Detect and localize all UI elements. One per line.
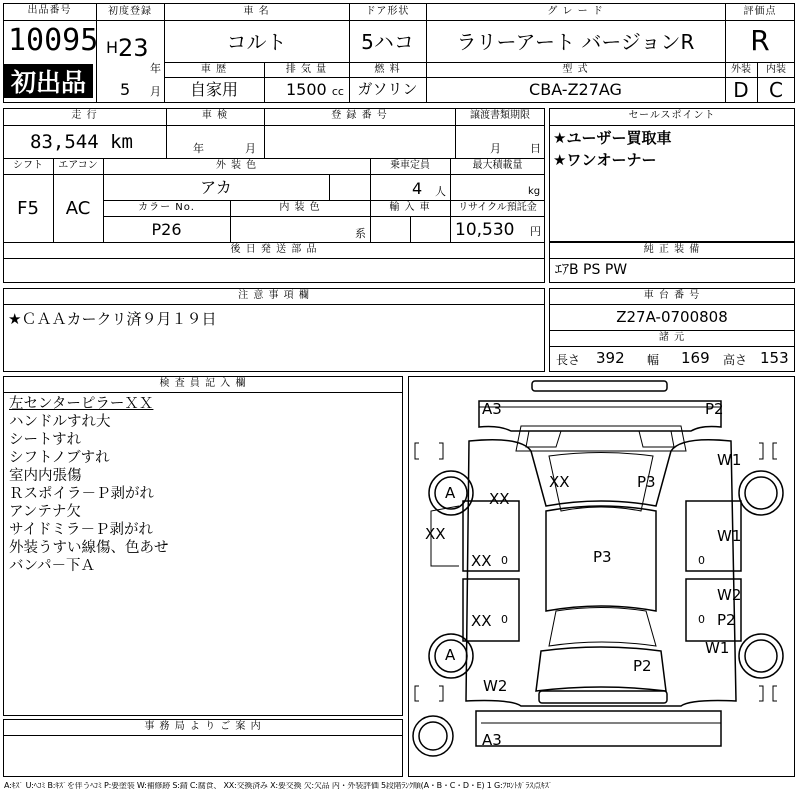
mark-p2-door-rr: P2: [717, 611, 736, 629]
reg-number-label: 登 録 番 号: [331, 110, 388, 121]
shift: F5: [17, 198, 39, 219]
mark-xx-side: XX: [425, 525, 446, 543]
inspection-year-unit: 年: [193, 142, 204, 155]
equipment-value: ｴｱB PS PW: [555, 262, 628, 278]
equipment-label: 純 正 装 備: [643, 244, 701, 255]
height-value: 153: [760, 349, 789, 367]
width-label: 幅: [647, 353, 660, 367]
history: 自家用: [189, 80, 238, 99]
mark-p2-front: P2: [633, 657, 652, 675]
mark-w1-rear-right: W1: [705, 639, 730, 657]
int-color-label: 内 装 色: [279, 202, 321, 213]
notes-text: ★ＣＡＡカークリ済９月１９日: [8, 310, 217, 328]
ac-label: エアコン: [58, 160, 98, 171]
mark-xx-fender-left: XX: [489, 490, 510, 508]
capacity: 4: [412, 179, 423, 198]
exterior-score-label: 外装: [731, 64, 751, 75]
fuel: ガソリン: [357, 80, 418, 98]
int-color-unit: 系: [355, 227, 366, 240]
mark-a3-bottom: A3: [482, 731, 502, 749]
sales-point-item: ★ワンオーナー: [553, 151, 657, 169]
mark-w2-rear-left: W2: [483, 677, 508, 695]
load-unit: kg: [528, 186, 541, 197]
recycle-fee: 10,530: [455, 220, 515, 240]
inspector-line: 外装うすい線傷、色あせ: [9, 540, 169, 556]
model-code: CBA-Z27AG: [529, 80, 622, 99]
notes-label: 注 意 事 項 欄: [238, 290, 310, 301]
inspector-line: ハンドルすれ大: [9, 414, 111, 430]
color-no-label: カラー No.: [138, 202, 195, 213]
chassis-label: 車 台 番 号: [643, 290, 701, 301]
length-label: 長さ: [556, 353, 581, 367]
mark-xx-roof-left: XX: [549, 473, 570, 491]
shipping-parts-label: 後 日 発 送 部 品: [230, 244, 318, 255]
displacement: 1500 cc: [286, 80, 344, 99]
sales-points-label: セールスポイント: [628, 110, 716, 121]
svg-text:0: 0: [501, 554, 508, 567]
grade-label: グ レ ー ド: [547, 6, 604, 17]
exterior-score: D: [733, 78, 749, 102]
mark-p2-top: P2: [705, 400, 724, 418]
mark-w1-front-right: W1: [717, 451, 742, 469]
first-reg-label: 初度登録: [108, 6, 152, 17]
interior-score-label: 内装: [766, 64, 786, 75]
lot-label: 出品番号: [27, 5, 72, 16]
inspector-line: Ｒスポイラ－Ｐ剥がれ: [9, 486, 154, 502]
car-diagram-svg: [409, 377, 794, 776]
mark-xx-door-fl: XX: [471, 552, 492, 570]
mileage: 83,544 km: [30, 131, 133, 153]
month-unit: 月: [150, 85, 161, 98]
damage-diagram: [408, 376, 795, 777]
capacity-unit: 人: [435, 185, 446, 198]
legend: A:ｷｽﾞ U:ﾍｺﾐ B:ｷｽﾞを伴うﾍｺﾐ P:要塗装 W:補修跡 S:錆 C:腐食、 XX:交換済み X:要交換 欠:欠品 内・外装評価 5段階ﾗﾝｸ順(A・B・C・D・E) 1 G:ﾌﾛﾝﾄｶﾞﾗｽ点ｷｽﾞ: [4, 782, 553, 790]
mileage-label: 走 行: [71, 110, 98, 121]
mark-w2-door-rr: W2: [717, 586, 742, 604]
mark-xx-door-rl: XX: [471, 612, 492, 630]
inspector-line: サイドミラ－Ｐ剥がれ: [9, 522, 153, 538]
length-value: 392: [596, 349, 625, 367]
reg-year: 23: [118, 34, 149, 62]
transfer-deadline-label: 譲渡書類期限: [470, 110, 530, 121]
inspector-line: 室内内張傷: [9, 468, 82, 484]
inspector-label: 検 査 員 記 入 欄: [159, 378, 247, 389]
lot-number: 10095: [8, 23, 99, 58]
era: H: [106, 38, 119, 57]
ext-color-label: 外 装 色: [215, 160, 258, 171]
score-label: 評価点: [743, 6, 777, 17]
inspector-line: バンパ－下Ａ: [9, 558, 95, 574]
mark-p3-hood: P3: [593, 548, 612, 566]
reg-month: 5: [120, 80, 131, 99]
inspection-month-unit: 月: [245, 142, 256, 155]
door-type: 5ハコ: [361, 30, 414, 54]
max-load-label: 最大積載量: [472, 160, 523, 171]
dimensions-label: 諸 元: [658, 332, 686, 343]
mark-w1-door-fr: W1: [717, 527, 742, 545]
recycle-unit: 円: [530, 225, 541, 238]
office-label: 事 務 局 よ り ご 案 内: [144, 721, 262, 732]
inspector-line: シートすれ: [9, 432, 82, 448]
mark-a3-top: A3: [482, 400, 502, 418]
first-listing-badge: 初出品: [4, 64, 93, 98]
ext-color: アカ: [200, 178, 232, 197]
svg-text:0: 0: [501, 613, 508, 626]
history-label: 車 歴: [200, 64, 228, 75]
fuel-label: 燃 料: [374, 64, 401, 75]
year-unit: 年: [150, 62, 161, 75]
mark-p3-roof: P3: [637, 473, 656, 491]
mark-a-wheel-fl: A: [445, 484, 456, 502]
inspection-label: 車 検: [201, 110, 229, 121]
width-value: 169: [681, 349, 710, 367]
inspector-line: アンテナ欠: [9, 504, 81, 520]
inspector-line: 左センターピラーＸＸ: [9, 396, 154, 412]
color-number: P26: [151, 220, 182, 239]
interior-score: C: [769, 78, 783, 102]
sales-point-item: ★ユーザー買取車: [553, 129, 672, 147]
air-conditioning: AC: [65, 198, 91, 219]
transfer-day-unit: 日: [530, 142, 541, 155]
recycle-label: リサイクル預託金: [458, 202, 537, 213]
inspector-lines: [9, 395, 169, 575]
transfer-month-unit: 月: [490, 142, 501, 155]
car-name: コルト: [226, 30, 287, 54]
svg-text:0: 0: [698, 554, 705, 567]
height-label: 高さ: [723, 353, 748, 367]
grade: ラリーアート バージョンR: [456, 30, 695, 54]
capacity-label: 乗車定員: [390, 160, 430, 171]
door-label: ドア形状: [365, 6, 410, 17]
overall-score: R: [750, 24, 770, 57]
inspector-line: シフトノブすれ: [9, 450, 110, 466]
import-label: 輸 入 車: [389, 202, 431, 213]
car-name-label: 車 名: [243, 6, 270, 17]
chassis-number: Z27A-0700808: [616, 308, 728, 326]
model-label: 型 式: [562, 64, 589, 75]
mark-a-wheel-rl: A: [445, 646, 456, 664]
svg-text:0: 0: [698, 613, 705, 626]
shift-label: シフト: [13, 160, 43, 171]
displacement-label: 排 気 量: [285, 64, 328, 75]
